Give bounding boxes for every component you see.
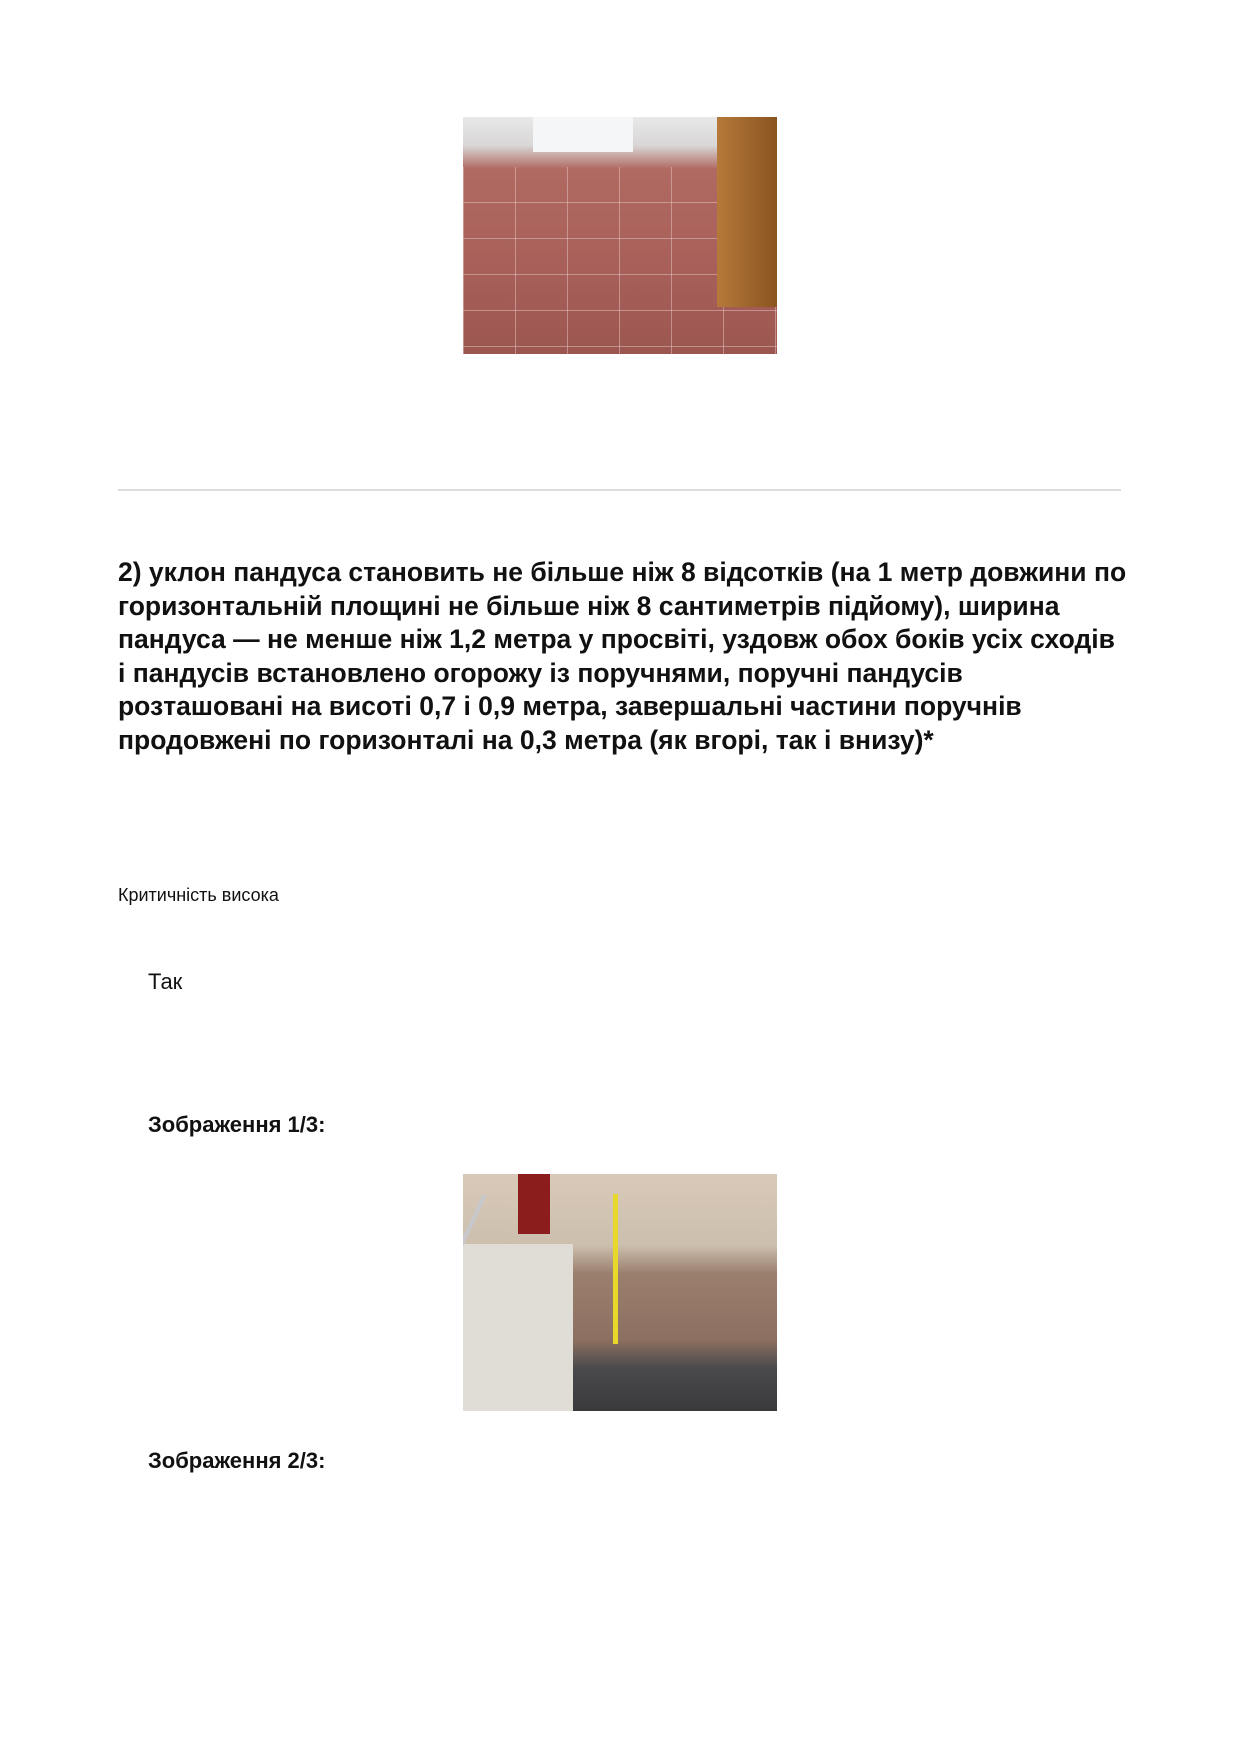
image-label-1: Зображення 1/3:: [148, 1112, 326, 1137]
ramp-measurement-photo: [463, 1174, 777, 1411]
image-label-2: Зображення 2/3:: [148, 1448, 326, 1473]
corridor-photo: [463, 117, 777, 354]
wooden-door: [717, 117, 777, 307]
section-divider: [118, 489, 1121, 491]
answer-value: Так: [148, 969, 183, 994]
measuring-tape: [613, 1194, 618, 1344]
window: [533, 117, 633, 152]
step: [463, 1244, 573, 1411]
question-title: 2) уклон пандуса становить не більше ніж 8 відсотків (на 1 метр довжини по горизонтальній площині не більше ніж 8 сантиметрів підйому), ширина пандуса — не менше ніж 1,2 метра у просвіті, уздовж обох боків усіх сходів і пандусів встановлено огорожу із поручнями, поручні пандусів розташовані на висоті 0,7 і 0,9 метра, завершальні частини поручнів продовжені по горизонталі на 0,3 метра (як вгорі, так і внизу)*: [118, 557, 1127, 755]
criticality-label: Критичність висока: [118, 885, 279, 905]
red-post: [518, 1174, 550, 1234]
